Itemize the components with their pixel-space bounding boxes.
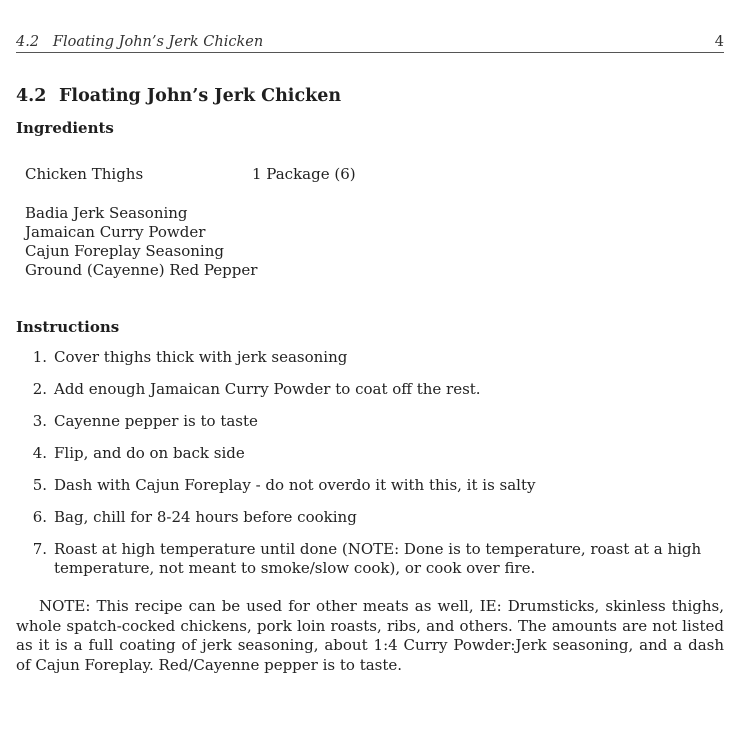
seasoning-item: Jamaican Curry Powder xyxy=(25,223,206,241)
step-text: Add enough Jamaican Curry Powder to coat off the rest. xyxy=(54,380,481,398)
running-header-title xyxy=(16,34,263,50)
step-text: Dash with Cajun Foreplay - do not overdo it with this, it is salty xyxy=(54,476,536,494)
instruction-step xyxy=(16,540,724,578)
instruction-step xyxy=(16,348,724,367)
step-number: 7. xyxy=(32,540,47,558)
ingredients-heading: Ingredients xyxy=(16,119,114,137)
running-header xyxy=(16,34,724,53)
ingredient-main-quantity: 1 Package (6) xyxy=(252,165,356,183)
step-number: 1. xyxy=(32,348,47,366)
instruction-step xyxy=(16,412,724,431)
running-header-title-text: Floating John’s Jerk Chicken xyxy=(52,34,264,50)
step-text: Cover thighs thick with jerk seasoning xyxy=(54,348,348,366)
seasoning-item: Ground (Cayenne) Red Pepper xyxy=(25,261,258,279)
instructions-list xyxy=(16,348,724,591)
section-number: 4.2 xyxy=(16,86,47,106)
step-number: 3. xyxy=(32,412,47,430)
seasoning-item: Badia Jerk Seasoning xyxy=(25,204,188,222)
step-text: Bag, chill for 8-24 hours before cooking xyxy=(54,508,357,526)
instruction-step xyxy=(16,476,724,495)
section-title xyxy=(16,86,341,106)
instruction-step xyxy=(16,444,724,463)
instruction-step xyxy=(16,380,724,399)
section-title-text: Floating John’s Jerk Chicken xyxy=(59,86,342,106)
seasoning-list xyxy=(25,204,257,280)
instructions-heading: Instructions xyxy=(16,318,120,336)
step-number: 5. xyxy=(32,476,47,494)
seasoning-item: Cajun Foreplay Seasoning xyxy=(25,242,224,260)
ingredient-main-row xyxy=(25,165,356,183)
page-number: 4 xyxy=(714,34,724,50)
step-number: 2. xyxy=(32,380,47,398)
recipe-note: NOTE: This recipe can be used for other meats as well, IE: Drumsticks, skinless thighs, whole spatch-cocked chickens, pork loin roasts, ribs, and others. The amounts are not listed as it is a full coating of jerk seasoning, about 1:4 Curry Powder:Jerk seasoning, and a dash of Cajun Foreplay. Red/Cayenne pepper is to taste. xyxy=(16,597,724,674)
ingredient-main-name: Chicken Thighs xyxy=(25,165,144,183)
instruction-step xyxy=(16,508,724,527)
step-number: 4. xyxy=(32,444,47,462)
step-number: 6. xyxy=(32,508,47,526)
step-text: Flip, and do on back side xyxy=(54,444,245,462)
running-header-section-number: 4.2 xyxy=(16,34,40,50)
step-text: Cayenne pepper is to taste xyxy=(54,412,258,430)
step-text: Roast at high temperature until done (NOTE: Done is to temperature, roast at a high temperature, not meant to smoke/slow cook), or cook over fire. xyxy=(54,540,702,577)
